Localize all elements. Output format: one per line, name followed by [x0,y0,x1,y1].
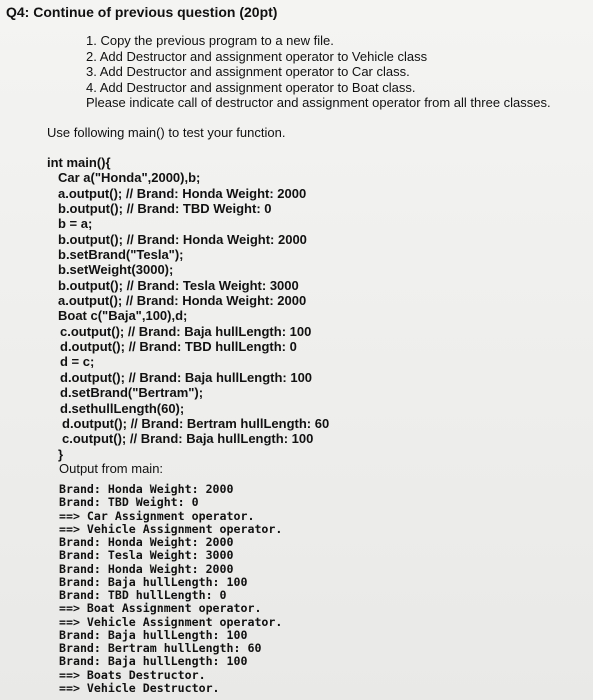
code-line: d.output(); // Brand: Bertram hullLength: 60 [62,415,330,431]
code-line: d.output(); // Brand: TBD hullLength: 0 [60,339,297,355]
output-line: ==> Car Assignment operator. [59,508,255,523]
output-line: Brand: Honda Weight: 2000 [59,535,234,549]
code-line: b.output(); // Brand: Honda Weight: 2000 [58,231,307,247]
code-line: a.output(); // Brand: Honda Weight: 2000 [58,185,307,201]
instruction-item: Please indicate call of destructor and assignment operator from all three classes. [86,95,551,111]
output-line: Brand: Honda Weight: 2000 [59,561,234,576]
code-line: } [58,446,64,462]
code-line: d.sethullLength(60); [60,400,185,416]
code-line: c.output(); // Brand: Baja hullLength: 100 [60,323,312,339]
instruction-item: 1. Copy the previous program to a new file. [86,33,334,48]
code-line: b.output(); // Brand: TBD Weight: 0 [58,201,272,217]
main-code-block [47,155,329,462]
code-line: b.setWeight(3000); [58,262,174,278]
instruction-item: 3. Add Destructor and assignment operator to Car class. [86,64,410,80]
output-line: Brand: Honda Weight: 2000 [59,482,234,496]
code-line: c.output(); // Brand: Baja hullLength: 100 [62,431,314,447]
output-line: Brand: Baja hullLength: 100 [59,574,248,589]
question-title: Q4: Continue of previous question (20pt) [6,4,278,20]
output-line: ==> Vehicle Destructor. [59,680,220,695]
output-line: Brand: TBD Weight: 0 [59,495,199,510]
instruction-item: 4. Add Destructor and assignment operator to Boat class. [86,79,416,95]
output-heading: Output from main: [59,461,164,476]
output-line: Brand: Baja hullLength: 100 [59,627,248,642]
instruction-item: 2. Add Destructor and assignment operator to Vehicle class [86,48,428,64]
code-line: b = a; [58,216,93,232]
output-line: ==> Boats Destructor. [59,667,206,682]
output-line: Brand: Bertram hullLength: 60 [59,641,262,655]
test-instruction: Use following main() to test your function. [47,125,286,140]
output-line: Brand: Tesla Weight: 3000 [59,548,234,563]
code-line: d = c; [60,354,95,370]
output-line: Brand: Baja hullLength: 100 [59,654,248,669]
code-line: Boat c("Baja",100),d; [58,308,188,324]
code-line: Car a("Honda",2000),b; [58,170,201,186]
code-line: d.setBrand("Bertram"); [60,385,204,401]
code-line: d.output(); // Brand: Baja hullLength: 100 [60,369,313,385]
code-line: b.setBrand("Tesla"); [58,247,184,263]
output-line: ==> Boat Assignment operator. [59,601,262,616]
output-line: ==> Vehicle Assignment operator. [59,614,283,629]
code-line: b.output(); // Brand: Tesla Weight: 3000 [58,277,299,293]
instruction-list [86,33,551,111]
output-line: ==> Vehicle Assignment operator. [59,521,283,536]
code-line: a.output(); // Brand: Honda Weight: 2000 [58,293,307,309]
output-line: Brand: TBD hullLength: 0 [59,588,227,602]
code-line: int main(){ [47,155,111,170]
program-output-block [59,483,282,695]
